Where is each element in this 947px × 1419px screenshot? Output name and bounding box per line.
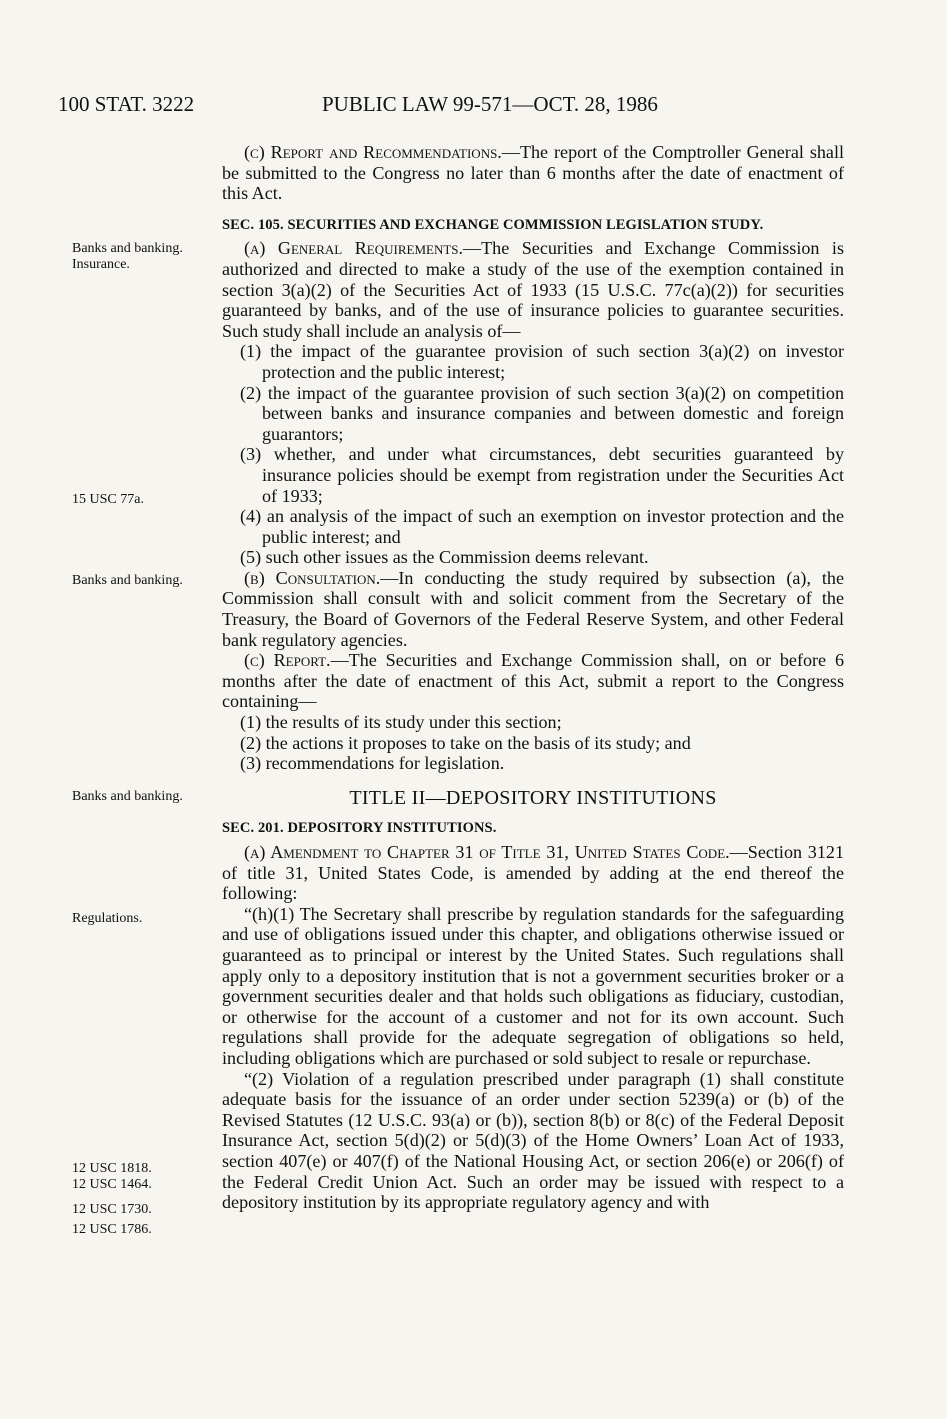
margin-note-12-usc-1786: 12 USC 1786.: [72, 1222, 152, 1237]
subsection-heading: (a) General Requirements.: [244, 238, 464, 259]
list-item: (3) whether, and under what circumstances, debt securities guaranteed by insurance policies should be exempt from registration under the Securities Act of 1933;: [240, 444, 844, 506]
report-paragraph: (c) Report.—The Securities and Exchange Commission shall, on or before 6 months after the date of enactment of this Act, submit a report to the Congress containing—: [222, 650, 844, 712]
margin-note-12-usc-1818: 12 USC 1818.: [72, 1161, 152, 1176]
subsection-heading: (b) Consultation.: [244, 567, 381, 588]
main-text: [222, 142, 844, 1213]
section-201-heading: SEC. 201. DEPOSITORY INSTITUTIONS.: [222, 820, 497, 837]
margin-note-12-usc-1464: 12 USC 1464.: [72, 1177, 152, 1192]
law-title: PUBLIC LAW 99-571—OCT. 28, 1986: [322, 92, 658, 116]
regulation-paragraph-2: “(2) Violation of a regulation prescribed under paragraph (1) shall constitute adequate basis for the issuance of an order under section 5239(a) or (b) of the Revised Statutes (12 U.S.C. 93(a) or (b)), section 8(b) or 8(c) of the Federal Deposit Insurance Act, section 5(d)(2) or 5(d)(3) of the Home Owners’ Loan Act of 1933, section 407(e) or 407(f) of the National Housing Act, or section 206(e) or 206(f) of the Federal Credit Union Act. Such an order may be issued with respect to a depository institution by its appropriate regulatory agency and with: [222, 1068, 844, 1213]
list-item: (1) the results of its study under this section;: [240, 712, 562, 733]
list-item: (3) recommendations for legislation.: [240, 753, 505, 774]
margin-note-regulations: Regulations.: [72, 911, 143, 926]
subsection-heading: (a) Amendment to Chapter 31 of Title 31, United States Code.: [244, 842, 730, 862]
list-item: (5) such other issues as the Commission deems relevant.: [240, 547, 649, 568]
list-item: (2) the impact of the guarantee provision of such section 3(a)(2) on competition between banks and insurance companies and between domestic and foreign guarantors;: [240, 382, 844, 444]
section-105-heading: SEC. 105. SECURITIES AND EXCHANGE COMMISSION LEGISLATION STUDY.: [222, 216, 764, 233]
amendment-paragraph: (a) Amendment to Chapter 31 of Title 31, United States Code.—Section 3121 of title 31, United States Code, is amended by adding at the end thereof the following:: [222, 842, 844, 904]
regulation-paragraph-1: “(h)(1) The Secretary shall prescribe by regulation standards for the safeguarding and use of obligations issued under this chapter, and obligations otherwise issued or guaranteed as to principal or interest by the United States. Such regulations shall apply only to a depository institution that is not a government securities broker or a government securities dealer and that holds such obligations as fiduciary, custodian, or otherwise for the account of a customer and not for its own account. Such regulations shall provide for the adequate segregation of obligations so held, including obligations which are purchased or sold subject to resale or repurchase.: [222, 903, 844, 1068]
margin-note-banks: Banks and banking.: [72, 573, 183, 588]
margin-note-banks-2: Banks and banking.: [72, 789, 183, 804]
general-requirements-paragraph: (a) General Requirements.—The Securities and Exchange Commission is authorized and directed to make a study of the use of the exemption contained in section 3(a)(2) of the Securities Act of 1933 (15 U.S.C. 77c(a)(2)) for securities guaranteed by banks, and of the use of insurance policies to guarantee securities. Such study shall include an analysis of—: [222, 238, 844, 341]
stat-page-number: 100 STAT. 3222: [58, 92, 195, 116]
list-item: (2) the actions it proposes to take on the basis of its study; and: [240, 732, 691, 753]
margin-note-12-usc-1730: 12 USC 1730.: [72, 1202, 152, 1217]
list-item: (4) an analysis of the impact of such an exemption on investor protection and the public interest; and: [240, 506, 844, 547]
margin-note-banks-insurance: Banks and banking. Insurance.: [72, 241, 183, 272]
report-recommendations-paragraph: (c) Report and Recommendations.—The report of the Comptroller General shall be submitted to the Congress no later than 6 months after the date of enactment of this Act.: [222, 142, 844, 204]
page-header: [0, 92, 947, 122]
consultation-paragraph: (b) Consultation.—In conducting the study required by subsection (a), the Commission shall consult with and solicit comment from the Secretary of the Treasury, the Board of Governors of the Federal Reserve System, and other Federal bank regulatory agencies.: [222, 567, 844, 650]
list-item: (1) the impact of the guarantee provision of such section 3(a)(2) on investor protection and the public interest;: [240, 341, 844, 382]
margin-note-15-usc-77a: 15 USC 77a.: [72, 492, 144, 507]
subsection-heading: (c) Report.: [244, 650, 331, 671]
title-ii-heading: TITLE II—DEPOSITORY INSTITUTIONS: [349, 786, 717, 809]
subsection-heading: (c) Report and Recommendations.: [244, 142, 502, 162]
